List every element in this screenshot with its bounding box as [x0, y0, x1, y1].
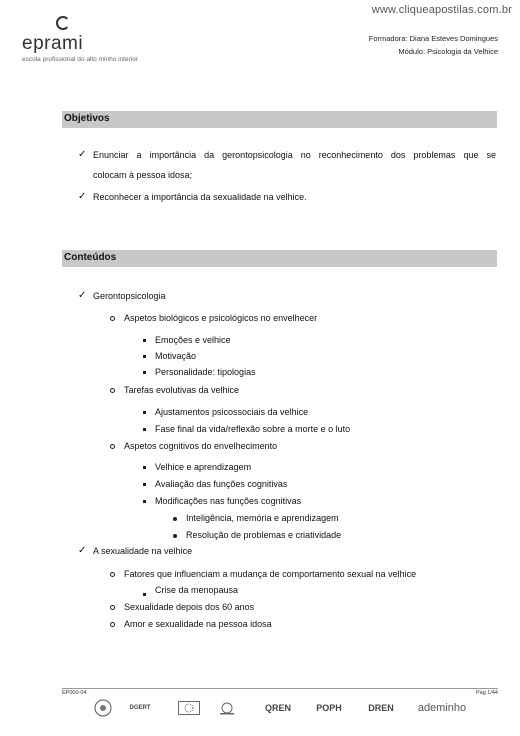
circle-bullet-icon: [110, 316, 115, 321]
square-bullet-icon: [143, 466, 146, 469]
dgert-logo: DGERT: [129, 705, 151, 711]
conteudos-heading: Conteúdos: [62, 250, 497, 267]
objetivos-heading: Objetivos: [62, 111, 497, 128]
square-bullet-icon: [143, 355, 146, 358]
dot-bullet-icon: [173, 534, 177, 538]
qren-logo: QREN: [264, 703, 291, 713]
list-item-l3: Velhice e aprendizagem: [155, 462, 252, 472]
list-item-l2: Aspetos cognitivos do envelhecimento: [124, 441, 278, 451]
square-bullet-icon: [143, 428, 146, 431]
list-item-l3: Motivação: [155, 351, 197, 361]
objective-1-line-2: colocam à pessoa idosa;: [93, 170, 193, 180]
square-bullet-icon: [143, 411, 146, 414]
list-item-l2: Amor e sexualidade na pessoa idosa: [124, 619, 272, 629]
eu-flag-icon: [174, 697, 204, 719]
list-item-l2: Sexualidade depois dos 60 anos: [124, 602, 255, 612]
list-item-l3: Emoções e velhice: [155, 335, 231, 345]
objective-2: Reconhecer a importância da sexualidade na velhice.: [93, 192, 307, 202]
list-item-l4: Resolução de problemas e criatividade: [186, 530, 342, 540]
logo-tagline: escola profissional do alto minho interior: [22, 56, 138, 63]
square-bullet-icon: [143, 371, 146, 374]
square-bullet-icon: [143, 483, 146, 486]
list-item-l3: Ajustamentos psicossociais da velhice: [155, 407, 309, 417]
list-item-l3: Avaliação das funções cognitivas: [155, 479, 288, 489]
list-item-l4: Inteligência, memória e aprendizagem: [186, 513, 339, 523]
logo-name: eprami: [22, 33, 84, 54]
list-item-l2: Aspetos biológicos e psicológicos no envelhecer: [124, 313, 318, 323]
circle-bullet-icon: [110, 605, 115, 610]
government-logo-icon: [212, 697, 242, 719]
list-item-l3: Modificações nas funções cognitivas: [155, 496, 302, 506]
document-code: EP000-04: [62, 690, 87, 696]
trainer-name: Formadora: Diana Esteves Domingues: [368, 34, 498, 43]
square-bullet-icon: [143, 593, 146, 596]
circle-bullet-icon: [110, 572, 115, 577]
check-icon: ✓: [78, 149, 87, 160]
site-url: www.cliqueapostilas.com.br: [371, 4, 512, 16]
poph-logo: POPH: [316, 703, 342, 713]
circle-bullet-icon: [110, 444, 115, 449]
list-item-l3: Fase final da vida/reflexão sobre a morte e o luto: [155, 424, 351, 434]
ademinho-logo: ademinho: [417, 702, 467, 714]
list-item-l3: Personalidade: tipologias: [155, 367, 256, 377]
check-icon: ✓: [78, 545, 87, 556]
dren-logo: DREN: [368, 703, 394, 713]
square-bullet-icon: [143, 500, 146, 503]
republic-emblem-icon: [90, 697, 116, 719]
footer-divider: [62, 688, 498, 689]
list-item-l1: Gerontopsicologia: [93, 291, 166, 301]
list-item-l3: Crise da menopausa: [155, 585, 239, 595]
circle-bullet-icon: [110, 622, 115, 627]
list-item-l2: Tarefas evolutivas da velhice: [124, 385, 240, 395]
square-bullet-icon: [143, 339, 146, 342]
list-item-l1: A sexualidade na velhice: [93, 546, 193, 556]
circle-bullet-icon: [110, 388, 115, 393]
module-name: Módulo: Psicologia da Velhice: [398, 47, 498, 56]
dot-bullet-icon: [173, 517, 177, 521]
page-number: Pag 1/44: [475, 690, 498, 696]
objective-1-line-1: Enunciar a importância da gerontopsicologia no reconhecimento dos problemas que se: [93, 150, 496, 160]
eprami-logo: [22, 20, 138, 63]
check-icon: ✓: [78, 191, 87, 202]
logo-swirl-icon: [56, 16, 70, 30]
list-item-l2: Fatores que influenciam a mudança de comportamento sexual na velhice: [124, 569, 417, 579]
check-icon: ✓: [78, 290, 87, 301]
